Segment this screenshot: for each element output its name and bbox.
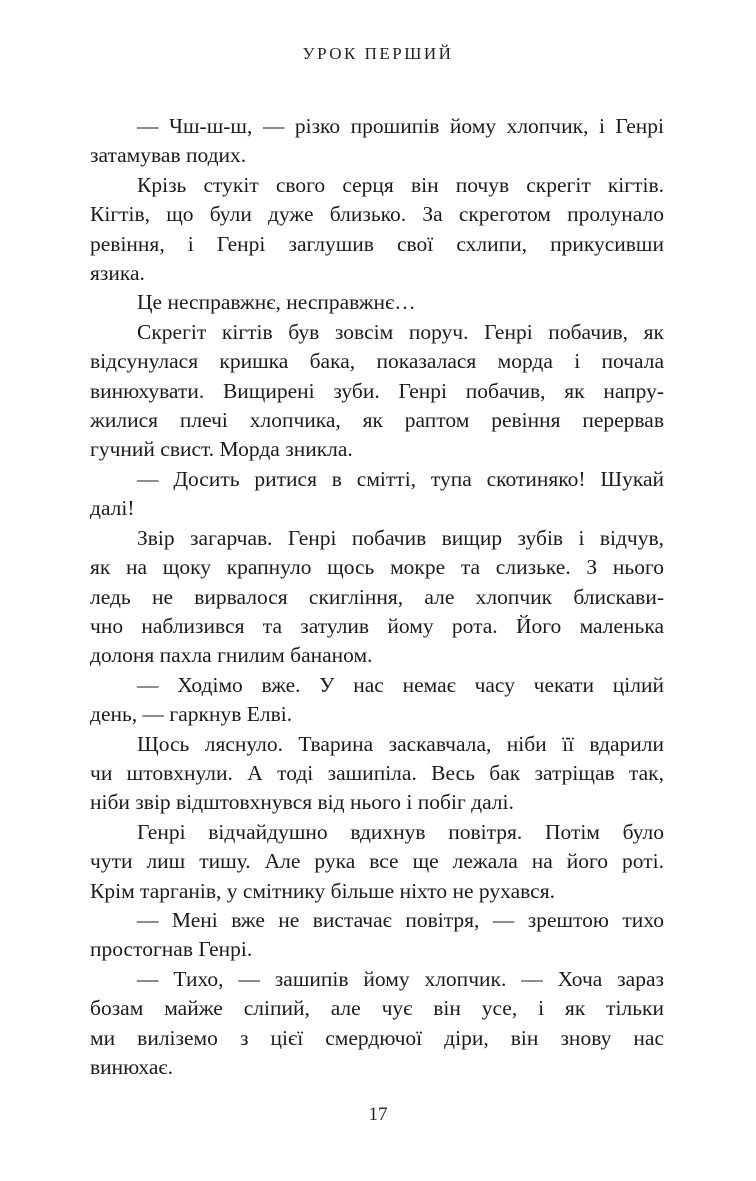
- text-line: — Ходімо вже. У нас немає часу чекати цілий: [137, 672, 664, 697]
- text-line: Генрі відчайдушно вдихнув повітря. Потім було: [137, 819, 664, 844]
- text-line: як на щоку крапнуло щось мокре та слизьке. З нього: [90, 555, 664, 580]
- text-line: простогнав Генрі.: [90, 937, 253, 962]
- paragraph: [90, 965, 664, 1083]
- text-line: далі!: [90, 496, 135, 521]
- paragraph: [90, 524, 664, 671]
- paragraph: [90, 288, 664, 317]
- text-line: чи штовхнули. А тоді зашипіла. Весь бак затріщав так,: [90, 760, 664, 785]
- text-line: чно наблизився та затулив йому рота. Його маленька: [90, 613, 664, 638]
- text-line: чути лиш тишу. Але рука все ще лежала на його роті.: [90, 849, 664, 874]
- text-line: винюхає.: [90, 1055, 173, 1079]
- paragraph: [90, 465, 664, 524]
- text-line: ніби звір відштовхнувся від нього і побіг далі.: [90, 790, 514, 815]
- page-number: 17: [368, 1104, 388, 1125]
- text-line: — Досить ритися в смітті, тупа скотиняко! Шукай: [137, 466, 664, 491]
- body-text: [90, 112, 664, 1082]
- paragraph: [90, 818, 664, 906]
- text-line: Щось ляснуло. Тварина заскавчала, ніби її вдарили: [137, 731, 664, 756]
- text-line: — Чш-ш-ш, — різко прошипів йому хлопчик, і Генрі: [137, 114, 664, 138]
- paragraph: [90, 112, 664, 171]
- text-line: затамував подих.: [90, 143, 247, 168]
- paragraph: [90, 671, 664, 730]
- text-line: Крізь стукіт свого серця він почув скрегіт кігтів.: [137, 172, 664, 197]
- text-line: відсунулася кришка бака, показалася морда і почала: [90, 349, 664, 374]
- paragraph: [90, 318, 664, 465]
- text-line: Скрегіт кігтів був зовсім поруч. Генрі побачив, як: [137, 319, 664, 344]
- text-line: Крім тарганів, у смітнику більше ніхто не рухався.: [90, 878, 555, 903]
- text-line: гучний свист. Морда зникла.: [90, 437, 353, 462]
- text-line: — Мені вже не вистачає повітря, — зрештою тихо: [137, 907, 664, 932]
- chapter-header: УРОК ПЕРШИЙ: [302, 44, 454, 63]
- text-line: жилися плечі хлопчика, як раптом ревіння перервав: [90, 408, 664, 433]
- text-line: ревіння, і Генрі заглушив свої схлипи, прикусивши: [90, 231, 664, 256]
- text-line: долоня пахла гнилим бананом.: [90, 643, 373, 668]
- text-line: ми виліземо з цієї смердючої діри, він знову нас: [90, 1025, 664, 1050]
- text-line: Це несправжнє, несправжнє…: [137, 290, 416, 315]
- text-line: Кігтів, що були дуже близько. За скреготом пролунало: [90, 202, 664, 227]
- paragraph: [90, 171, 664, 289]
- text-line: язика.: [90, 261, 145, 286]
- paragraph: [90, 906, 664, 965]
- paragraph: [90, 730, 664, 818]
- text-line: ледь не вирвалося скигління, але хлопчик блискави-: [90, 584, 664, 609]
- text-line: день, — гаркнув Елві.: [90, 702, 293, 727]
- text-line: бозам майже сліпий, але чує він усе, і як тільки: [90, 996, 664, 1021]
- text-line: — Тихо, — зашипів йому хлопчик. — Хоча зараз: [137, 966, 664, 991]
- text-line: Звір загарчав. Генрі побачив вищир зубів і відчув,: [137, 525, 664, 550]
- text-line: винюхувати. Вищирені зуби. Генрі побачив, як напру-: [90, 378, 664, 403]
